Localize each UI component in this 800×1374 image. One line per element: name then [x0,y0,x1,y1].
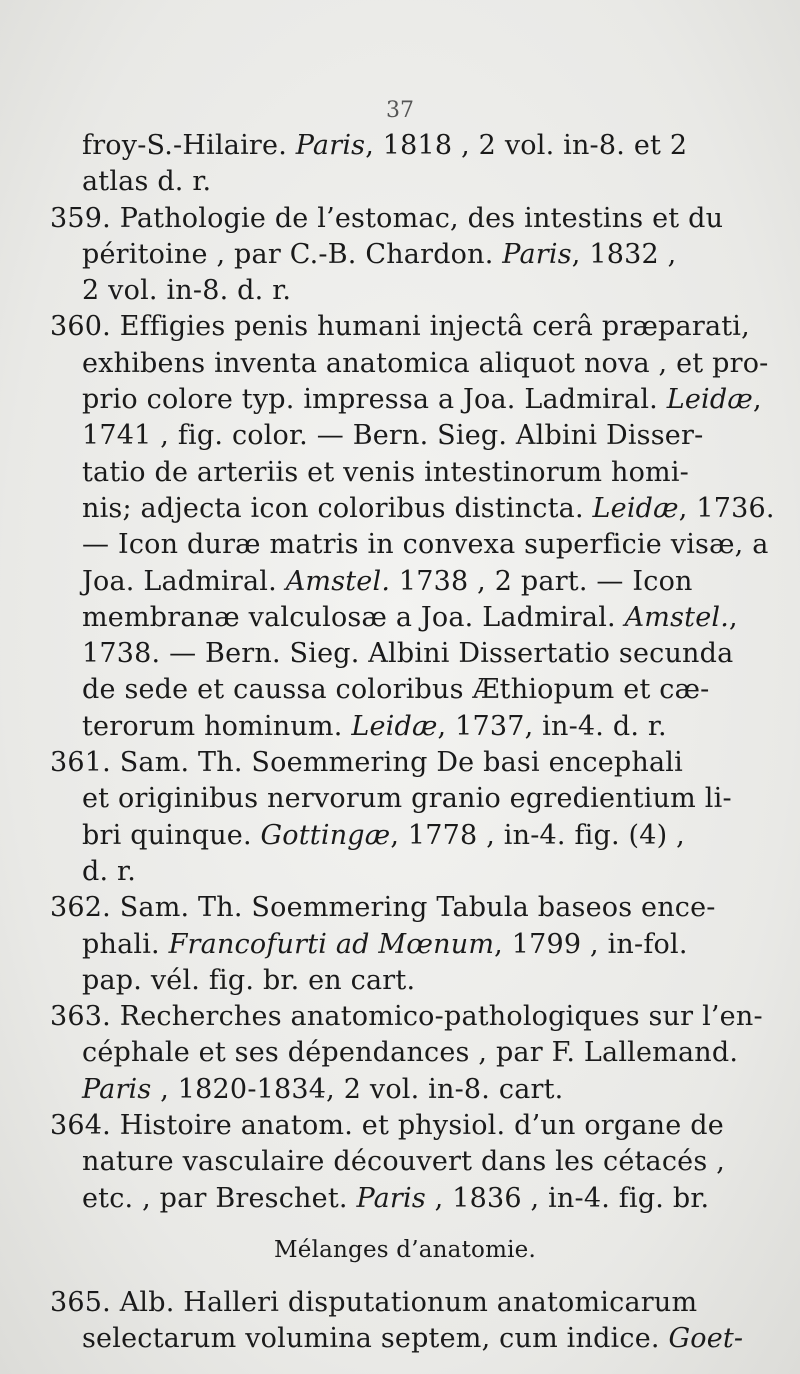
catalog-entry-364 [50,1108,760,1217]
text-line: — Icon duræ matris in convexa superficie visæ, a [82,529,769,561]
catalog-entry-360 [50,309,775,745]
text-line: atlas d. r. [82,166,212,198]
text-line: 365. Alb. Halleri disputationum anatomicarum [50,1286,698,1318]
text-line: membranæ valculosæ a Joa. Ladmiral. Amstel., [82,601,738,633]
text-line: 362. Sam. Th. Soemmering Tabula baseos ence- [50,892,716,924]
text-line: d. r. [82,855,136,887]
catalog-entry-361 [50,745,760,890]
text-line: 360. Effigies penis humani injectâ cerâ præparati, [50,311,750,343]
text-line: de sede et caussa coloribus Æthiopum et cæ- [82,674,710,706]
catalog-entry-365 [50,1285,760,1358]
text-line: 1738. — Bern. Sieg. Albini Dissertatio secunda [82,638,734,670]
text-line: bri quinque. Gottingæ, 1778 , in-4. fig. (4) , [82,819,685,851]
entries-list-after [50,1285,760,1358]
text-line: froy-S.-Hilaire. Paris, 1818 , 2 vol. in-8. et 2 [82,130,688,161]
text-line: nature vasculaire découvert dans les cétacés , [82,1146,725,1178]
catalog-entry-363 [50,999,763,1108]
text-line: 359. Pathologie de l’estomac, des intestins et du [50,202,724,234]
text-line: péritoine , par C.-B. Chardon. Paris, 1832 , [82,238,677,270]
text-line: Joa. Ladmiral. Amstel. 1738 , 2 part. — Icon [82,565,693,597]
text-line: 364. Histoire anatom. et physiol. d’un organe de [50,1110,724,1142]
text-line: 2 vol. in-8. d. r. [82,275,292,307]
text-line: prio colore typ. impressa a Joa. Ladmiral. Leidæ, [82,384,762,416]
text-line: 1741 , fig. color. — Bern. Sieg. Albini Disser- [82,420,704,452]
text-line: céphale et ses dépendances , par F. Lallemand. [82,1037,739,1069]
catalog-entry-359 [50,201,760,310]
text-line: exhibens inventa anatomica aliquot nova , et pro- [82,347,769,379]
text-line: Paris , 1820-1834, 2 vol. in-8. cart. [82,1073,564,1105]
catalog-entry-cont [50,128,760,201]
text-line: pap. vél. fig. br. en cart. [82,964,416,996]
page-content [50,128,775,1358]
page-number: 37 [386,98,414,123]
text-line: etc. , par Breschet. Paris , 1836 , in-4. fig. br. [82,1182,710,1214]
text-line: selectarum volumina septem, cum indice. Goet- [82,1323,744,1355]
text-line: terorum hominum. Leidæ, 1737, in-4. d. r. [82,710,667,742]
text-line: 361. Sam. Th. Soemmering De basi encephali [50,747,683,779]
text-line: tatio de arteriis et venis intestinorum homi- [82,456,689,488]
text-line: nis; adjecta icon coloribus distincta. Leidæ, 1736. [82,492,775,524]
text-line: 363. Recherches anatomico-pathologiques sur l’en- [50,1001,763,1033]
text-line: et originibus nervorum granio egredientium li- [82,783,732,815]
section-title: Mélanges d’anatomie. [274,1236,536,1263]
catalog-entry-362 [50,890,760,999]
entries-list [50,128,775,1217]
text-line: phali. Francofurti ad Mœnum, 1799 , in-fol. [82,928,688,960]
